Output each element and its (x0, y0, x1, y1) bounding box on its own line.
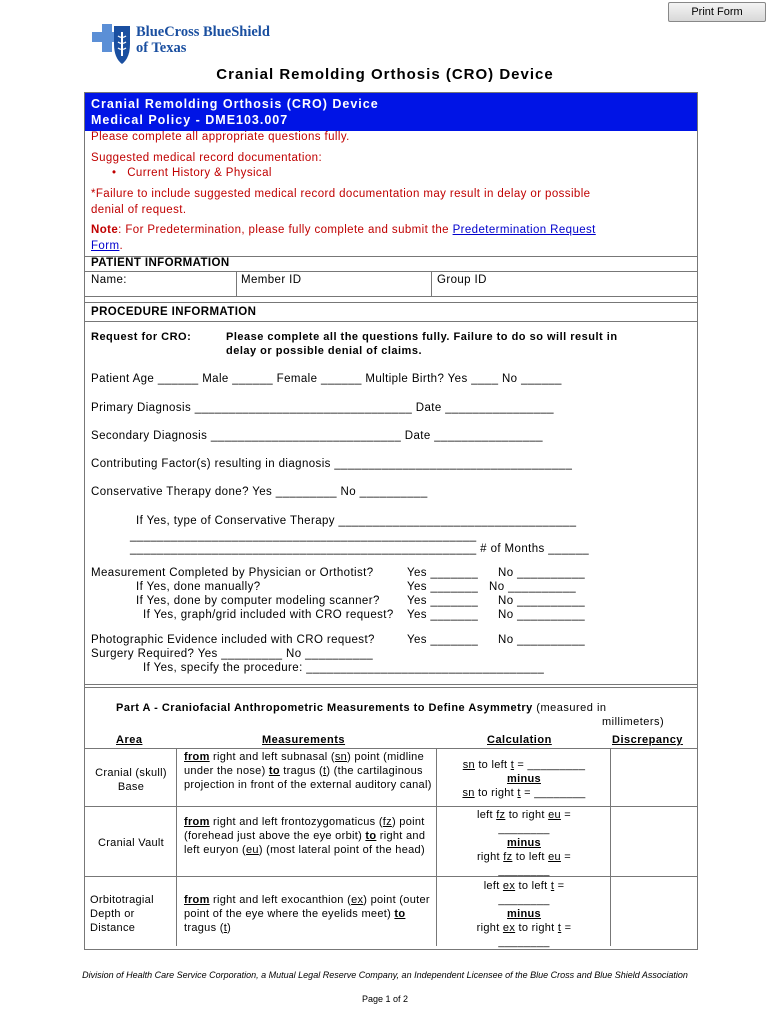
row-area-cranial-base: Cranial (skull) Base (95, 767, 167, 793)
patient-age-gender-line[interactable]: Patient Age ______ Male ______ Female ______ Multiple Birth? Yes ____ No ______ (91, 373, 562, 385)
row-area-cranial-vault: Cranial Vault (97, 837, 165, 849)
therapy-type-line[interactable]: If Yes, type of Conservative Therapy ___________________________________ (136, 515, 577, 527)
surgery-required-line[interactable]: Surgery Required? Yes _________ No __________ (91, 648, 374, 660)
part-a-heading: Part A - Craniofacial Anthropometric Measurements to Define Asymmetry (measured in (116, 702, 607, 714)
group-id-field[interactable]: Group ID (437, 274, 487, 286)
photo-evidence-question: Photographic Evidence included with CRO request? (91, 634, 375, 646)
procedure-info-heading: PROCEDURE INFORMATION (91, 306, 257, 318)
row-calc-cranial-vault[interactable]: left fz to right eu = ________ minus right fz to left eu = ________ (476, 809, 572, 877)
row-meas-orbitotragial: from right and left exocanthion (ex) point (outer point of the eye where the eyelids meet) to tragus (t) (184, 894, 430, 934)
measurement-question: Measurement Completed by Physician or Orthotist? (91, 567, 374, 579)
predetermination-note-line2: Form. (91, 240, 124, 252)
manual-yes[interactable]: Yes _______ (407, 581, 479, 593)
specify-procedure-line[interactable]: If Yes, specify the procedure: ___________________________________ (143, 662, 545, 674)
row-meas-cranial-base: from right and left subnasal (sn) point (midline under the nose) to tragus (t) (the cartilaginous projection in front of the external auditory canal) (184, 751, 432, 791)
request-instruction-line1: Please complete all the questions fully. Failure to do so will result in (226, 331, 618, 343)
col-area: Area (116, 734, 143, 746)
name-field[interactable]: Name: (91, 274, 127, 286)
request-instruction-line2: delay or possible denial of claims. (226, 345, 423, 357)
scanner-question: If Yes, done by computer modeling scanner? (136, 595, 380, 607)
col-discrepancy: Discrepancy (612, 734, 683, 746)
contributing-factors-line[interactable]: Contributing Factor(s) resulting in diagnosis ___________________________________ (91, 458, 573, 470)
footer-disclaimer: Division of Health Care Service Corporation, a Mutual Legal Reserve Company, an Independent Licensee of the Blue Cross and Blue Shield Association (82, 970, 688, 980)
measurement-no[interactable]: No __________ (498, 567, 586, 579)
row-calc-cranial-base[interactable]: sn to left t = _________ minus sn to right t = ________ (462, 759, 586, 799)
bcbs-logo-icon (90, 22, 134, 68)
complete-instruction: Please complete all appropriate questions fully. (91, 131, 350, 143)
therapy-blank-line[interactable]: ___________________________________________________ (130, 530, 477, 542)
photo-no[interactable]: No __________ (498, 634, 586, 646)
page-title: Cranial Remolding Orthosis (CRO) Device (216, 66, 554, 83)
logo-wordmark: BlueCross BlueShield of Texas (136, 24, 270, 56)
suggested-docs-label: Suggested medical record documentation: (91, 152, 323, 164)
col-calculation: Calculation (487, 734, 552, 746)
primary-diagnosis-line[interactable]: Primary Diagnosis ________________________________ Date ________________ (91, 402, 554, 414)
conservative-therapy-line[interactable]: Conservative Therapy done? Yes _________ No __________ (91, 486, 428, 498)
predetermination-link[interactable]: Predetermination Request (452, 224, 596, 236)
row-area-orbitotragial: Orbitotragial Depth or Distance (90, 894, 154, 934)
secondary-diagnosis-line[interactable]: Secondary Diagnosis ____________________________ Date ________________ (91, 430, 543, 442)
row-meas-cranial-vault: from right and left frontozygomaticus (fz) point (forehead just above the eye orbit) to right and left euryon (eu) (most lateral point of the head) (184, 816, 426, 856)
policy-header-bar: Cranial Remolding Orthosis (CRO) Device Medical Policy - DME103.007 (85, 93, 697, 131)
part-a-heading-units: millimeters) (602, 716, 665, 728)
measurement-yes[interactable]: Yes _______ (407, 567, 479, 579)
row-calc-orbitotragial[interactable]: left ex to left t = ________ minus right ex to right t = ________ (476, 880, 572, 948)
predetermination-link-form[interactable]: Form (91, 240, 120, 252)
patient-info-heading: PATIENT INFORMATION (91, 257, 230, 269)
photo-yes[interactable]: Yes _______ (407, 634, 479, 646)
scanner-no[interactable]: No __________ (498, 595, 586, 607)
col-measurements: Measurements (262, 734, 346, 746)
months-line[interactable]: ___________________________________________________ # of Months ______ (130, 543, 590, 555)
predetermination-note: Note: For Predetermination, please fully complete and submit the Predetermination Request (91, 224, 596, 236)
graph-no[interactable]: No __________ (498, 609, 586, 621)
failure-warning-line1: *Failure to include suggested medical record documentation may result in delay or possible (91, 188, 591, 200)
page-number: Page 1 of 2 (361, 994, 409, 1004)
scanner-yes[interactable]: Yes _______ (407, 595, 479, 607)
manual-question: If Yes, done manually? (136, 581, 261, 593)
graph-grid-question: If Yes, graph/grid included with CRO request? (143, 609, 394, 621)
manual-no[interactable]: No __________ (489, 581, 577, 593)
bullet-history-physical: • Current History & Physical (112, 167, 272, 179)
failure-warning-line2: denial of request. (91, 204, 187, 216)
graph-yes[interactable]: Yes _______ (407, 609, 479, 621)
print-form-button[interactable]: Print Form (668, 2, 766, 22)
request-for-cro-label: Request for CRO: (91, 331, 192, 343)
member-id-field[interactable]: Member ID (241, 274, 302, 286)
